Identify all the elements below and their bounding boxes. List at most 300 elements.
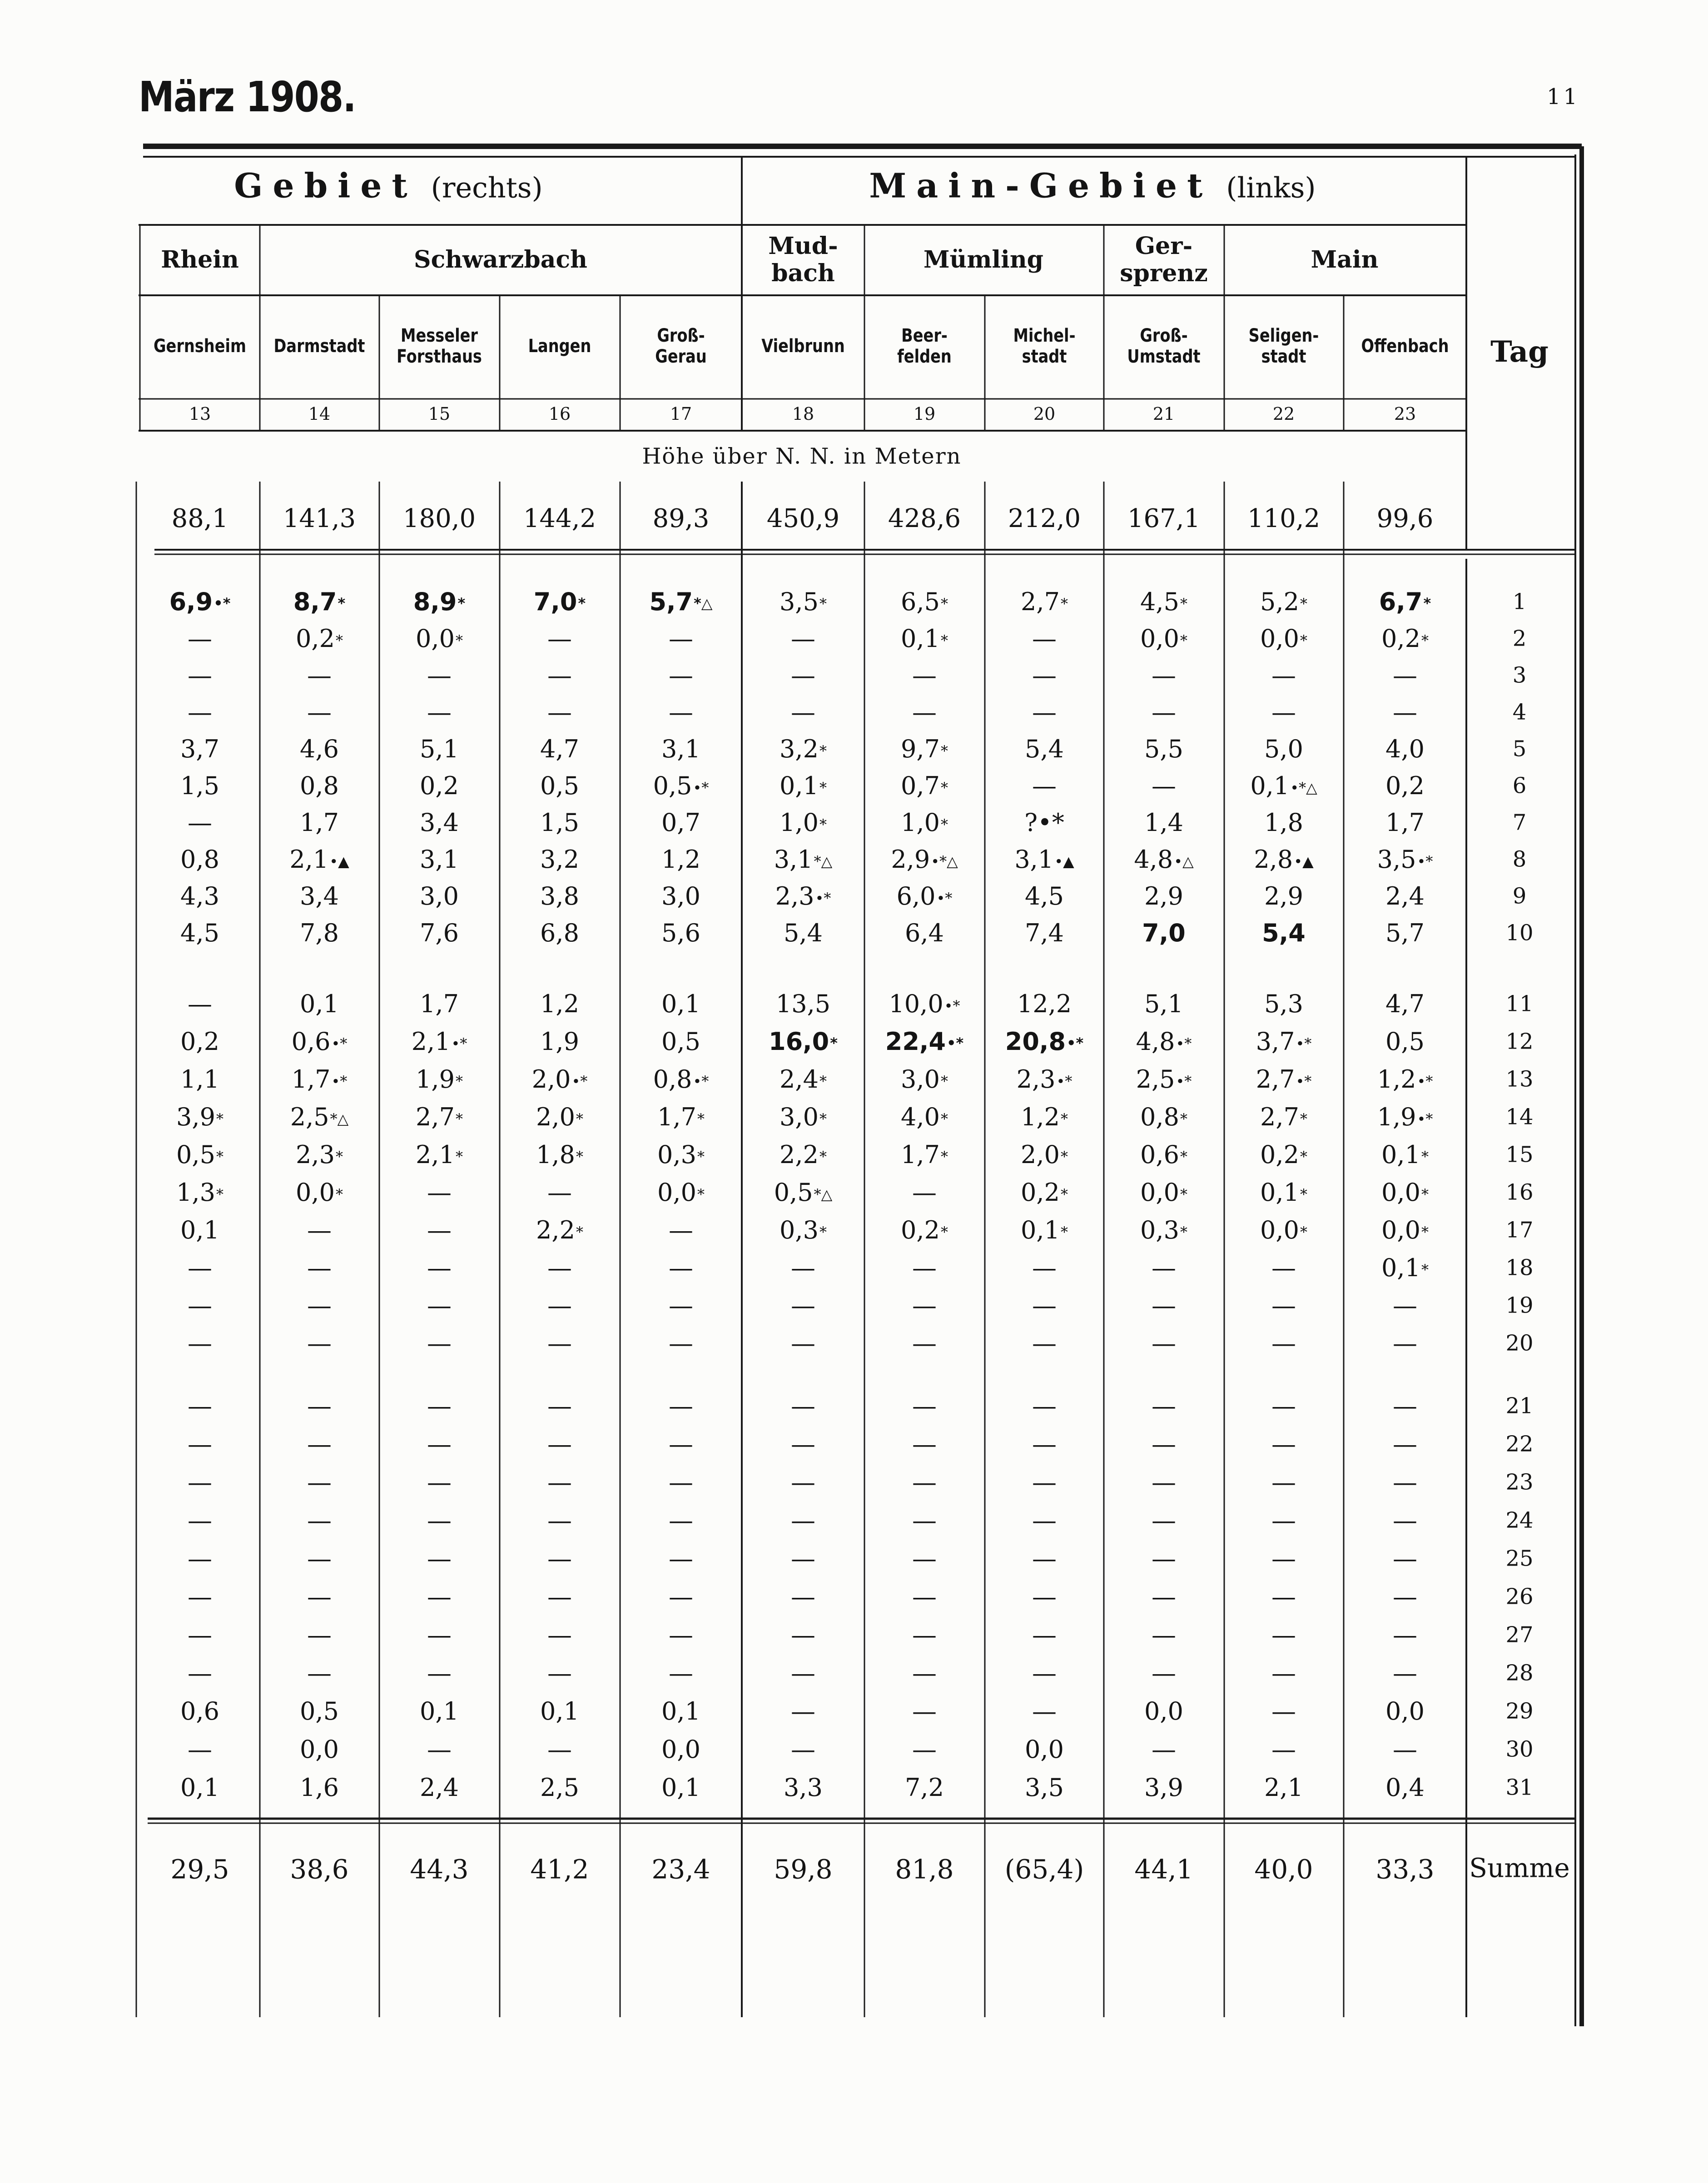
- column-sum-9: 40,0: [1254, 1854, 1313, 1885]
- table-cell: 4,7: [1385, 989, 1425, 1018]
- table-cell: —: [188, 808, 212, 837]
- table-cell: —: [427, 1253, 452, 1282]
- table-cell: —: [188, 1253, 212, 1282]
- table-cell: 5,1: [420, 734, 459, 763]
- table-cell: 4,5: [180, 918, 219, 947]
- table-cell: 2,7*: [416, 1102, 463, 1131]
- table-cell: 7,2: [905, 1773, 944, 1802]
- table-cell: 1,9•*: [1377, 1102, 1433, 1131]
- table-cell: —: [1393, 1291, 1417, 1320]
- table-cell: 1,1: [180, 1064, 219, 1094]
- table-cell: 0,1: [661, 1773, 700, 1802]
- table-cell: —: [307, 1506, 332, 1535]
- table-cell: 6,5*: [901, 587, 948, 616]
- column-sum-0: 29,5: [170, 1854, 229, 1885]
- table-cell: 0,8: [300, 771, 339, 800]
- table-cell: 2,5•*: [1136, 1064, 1192, 1094]
- day-number: 3: [1512, 662, 1527, 688]
- table-cell: —: [1393, 661, 1417, 690]
- table-cell: —: [791, 1735, 815, 1764]
- river-header-1: Schwarzbach: [414, 246, 587, 274]
- table-cell: 0,0: [1025, 1735, 1064, 1764]
- table-cell: 0,6: [180, 1696, 219, 1726]
- table-cell: 1,5: [180, 771, 219, 800]
- table-cell: 5,5: [1144, 734, 1183, 763]
- table-cell: —: [1032, 1582, 1057, 1611]
- table-cell: —: [188, 1328, 212, 1358]
- table-cell: —: [1152, 661, 1176, 690]
- table-cell: ?•*: [1024, 808, 1064, 837]
- table-cell: —: [427, 661, 452, 690]
- station-header-9: Seligen- stadt: [1248, 325, 1319, 367]
- table-cell: 5,4: [1025, 734, 1064, 763]
- table-cell: 3,5*: [780, 587, 827, 616]
- table-cell: 0,2: [180, 1027, 219, 1056]
- day-number: 22: [1505, 1431, 1534, 1457]
- table-cell: 0,0*: [1140, 624, 1187, 653]
- table-cell: —: [669, 1291, 693, 1320]
- table-cell: 12,2: [1017, 989, 1072, 1018]
- station-number-0: 13: [189, 404, 211, 424]
- table-cell: 5,2*: [1260, 587, 1307, 616]
- day-number: 20: [1505, 1330, 1534, 1356]
- table-cell: —: [427, 1544, 452, 1573]
- day-number: 2: [1512, 626, 1527, 651]
- table-cell: 1,2: [540, 989, 579, 1018]
- table-cell: 5,6: [661, 918, 700, 947]
- table-cell: 1,2: [661, 845, 700, 874]
- day-number: 8: [1512, 846, 1527, 872]
- table-cell: 0,6•*: [291, 1027, 348, 1056]
- table-cell: 0,8: [180, 845, 219, 874]
- station-header-10: Offenbach: [1361, 336, 1449, 357]
- table-cell: —: [547, 1620, 572, 1649]
- table-cell: —: [547, 1391, 572, 1420]
- table-cell: 1,8: [1264, 808, 1303, 837]
- table-cell: 3,2: [540, 845, 579, 874]
- table-cell: 0,5: [661, 1027, 700, 1056]
- table-cell: 3,1: [420, 845, 459, 874]
- day-number: 11: [1505, 991, 1534, 1017]
- table-cell: 1,2•*: [1377, 1064, 1433, 1094]
- table-cell: —: [669, 1429, 693, 1458]
- table-cell: 6,8: [540, 918, 579, 947]
- table-cell: 0,1*: [1381, 1253, 1429, 1282]
- table-cell: 4,3: [180, 881, 219, 910]
- river-header-4: Ger- sprenz: [1120, 232, 1208, 287]
- table-cell: 1,5: [540, 808, 579, 837]
- table-cell: —: [669, 624, 693, 653]
- table-cell: —: [188, 1544, 212, 1573]
- table-cell: —: [791, 1429, 815, 1458]
- table-cell: —: [427, 1178, 452, 1207]
- table-cell: 22,4•*: [885, 1027, 964, 1056]
- table-cell: —: [912, 1506, 937, 1535]
- table-cell: —: [307, 661, 332, 690]
- river-header-3: Mümling: [923, 246, 1044, 274]
- station-number-7: 20: [1033, 404, 1056, 424]
- table-cell: —: [1152, 1253, 1176, 1282]
- table-cell: —: [912, 1178, 937, 1207]
- station-header-6: Beer- felden: [897, 325, 952, 367]
- table-cell: 3,7: [180, 734, 219, 763]
- table-cell: 0,0: [1385, 1696, 1425, 1726]
- table-cell: 0,1: [661, 1696, 700, 1726]
- table-cell: —: [427, 1658, 452, 1687]
- table-cell: 1,6: [300, 1773, 339, 1802]
- table-cell: 0,2*: [901, 1215, 948, 1244]
- station-header-1: Darmstadt: [273, 336, 365, 357]
- table-cell: 2,1: [1264, 1773, 1303, 1802]
- table-cell: —: [912, 1735, 937, 1764]
- day-number: 10: [1505, 920, 1534, 946]
- table-cell: 4,5*: [1140, 587, 1187, 616]
- table-cell: 2,5*△: [290, 1102, 349, 1131]
- station-header-3: Langen: [528, 336, 591, 357]
- table-cell: —: [912, 1291, 937, 1320]
- table-cell: —: [1271, 1696, 1296, 1726]
- table-cell: —: [669, 1544, 693, 1573]
- table-cell: —: [1393, 1391, 1417, 1420]
- station-number-8: 21: [1152, 404, 1175, 424]
- table-cell: 5,0: [1264, 734, 1303, 763]
- table-cell: 7,6: [420, 918, 459, 947]
- table-cell: 5,3: [1264, 989, 1303, 1018]
- table-cell: —: [427, 1620, 452, 1649]
- station-number-5: 18: [792, 404, 814, 424]
- table-cell: 0,8•*: [653, 1064, 709, 1094]
- table-cell: —: [791, 661, 815, 690]
- table-cell: 0,5: [300, 1696, 339, 1726]
- table-cell: 0,0*: [1260, 624, 1307, 653]
- station-header-4: Groß- Gerau: [655, 325, 707, 367]
- table-cell: —: [188, 1620, 212, 1649]
- table-cell: 0,0*: [296, 1178, 343, 1207]
- table-cell: 3,5: [1025, 1773, 1064, 1802]
- station-height-9: 110,2: [1247, 503, 1321, 533]
- table-cell: 3,0*: [780, 1102, 827, 1131]
- table-cell: 2,3•*: [775, 881, 831, 910]
- table-cell: 8,7*: [293, 587, 346, 616]
- table-cell: 5,4: [1262, 918, 1306, 947]
- table-cell: —: [669, 1467, 693, 1497]
- table-cell: 0,5: [540, 771, 579, 800]
- table-cell: 0,3*: [780, 1215, 827, 1244]
- table-cell: 3,3: [784, 1773, 823, 1802]
- table-cell: 0,8*: [1140, 1102, 1187, 1131]
- table-cell: 3,4: [420, 808, 459, 837]
- table-cell: 5,7*△: [649, 587, 713, 616]
- table-cell: 0,1: [300, 989, 339, 1018]
- table-cell: 0,0*: [1260, 1215, 1307, 1244]
- table-cell: 0,5: [1385, 1027, 1425, 1056]
- table-cell: 0,6*: [1140, 1140, 1187, 1169]
- table-cell: —: [1271, 1429, 1296, 1458]
- day-number: 30: [1505, 1736, 1534, 1762]
- table-cell: —: [791, 1544, 815, 1573]
- table-cell: —: [1393, 1582, 1417, 1611]
- column-sum-2: 44,3: [410, 1854, 469, 1885]
- table-cell: —: [1032, 1544, 1057, 1573]
- table-cell: —: [188, 661, 212, 690]
- table-cell: 0,0: [300, 1735, 339, 1764]
- table-cell: 2,7•*: [1256, 1064, 1312, 1094]
- table-cell: —: [1152, 1544, 1176, 1573]
- table-cell: 1,7: [1385, 808, 1425, 837]
- table-cell: —: [912, 1467, 937, 1497]
- table-cell: 0,1*: [1260, 1178, 1307, 1207]
- day-number: 1: [1512, 589, 1527, 615]
- table-cell: —: [669, 1620, 693, 1649]
- table-cell: —: [791, 1696, 815, 1726]
- station-header-0: Gernsheim: [153, 336, 247, 357]
- table-cell: 0,0: [661, 1735, 700, 1764]
- table-cell: 0,5*: [176, 1140, 223, 1169]
- table-cell: 2,7*: [1260, 1102, 1307, 1131]
- table-cell: 2,0•*: [531, 1064, 588, 1094]
- table-cell: 3,2*: [780, 734, 827, 763]
- table-cell: —: [188, 1291, 212, 1320]
- table-cell: —: [1271, 1544, 1296, 1573]
- table-cell: 6,9•*: [169, 587, 231, 616]
- table-cell: —: [1393, 1620, 1417, 1649]
- table-cell: 7,4: [1025, 918, 1064, 947]
- station-header-2: Messeler Forsthaus: [397, 325, 482, 367]
- table-cell: —: [188, 1735, 212, 1764]
- table-cell: —: [1271, 1328, 1296, 1358]
- table-cell: —: [1393, 1506, 1417, 1535]
- table-cell: —: [669, 1328, 693, 1358]
- table-cell: 7,0: [1142, 918, 1186, 947]
- table-cell: 3,7•*: [1256, 1027, 1312, 1056]
- station-height-8: 167,1: [1127, 503, 1201, 533]
- table-cell: —: [669, 1582, 693, 1611]
- river-header-0: Rhein: [161, 246, 239, 274]
- table-cell: —: [427, 1429, 452, 1458]
- table-cell: —: [912, 697, 937, 726]
- day-number: 23: [1505, 1469, 1534, 1495]
- table-cell: —: [188, 1391, 212, 1420]
- table-cell: 1,0*: [901, 808, 948, 837]
- table-cell: —: [912, 1391, 937, 1420]
- table-cell: 0,1: [180, 1773, 219, 1802]
- table-cell: 3,1•▲: [1014, 845, 1074, 874]
- table-cell: 10,0•*: [889, 989, 960, 1018]
- column-sum-1: 38,6: [290, 1854, 349, 1885]
- table-cell: —: [912, 1253, 937, 1282]
- day-number: 29: [1505, 1698, 1534, 1724]
- table-cell: —: [669, 661, 693, 690]
- column-sum-10: 33,3: [1375, 1854, 1435, 1885]
- table-cell: —: [188, 1658, 212, 1687]
- table-cell: 0,2*: [296, 624, 343, 653]
- table-cell: —: [307, 1215, 332, 1244]
- table-cell: 1,0*: [780, 808, 827, 837]
- table-cell: —: [427, 1391, 452, 1420]
- table-cell: —: [547, 1253, 572, 1282]
- table-cell: —: [547, 1429, 572, 1458]
- table-cell: —: [1271, 697, 1296, 726]
- table-cell: 0,1•*△: [1250, 771, 1317, 800]
- table-cell: 3,1*△: [774, 845, 833, 874]
- day-number: 12: [1505, 1029, 1534, 1054]
- table-cell: 0,2*: [1260, 1140, 1307, 1169]
- table-cell: 0,0*: [657, 1178, 705, 1207]
- table-cell: —: [1152, 1582, 1176, 1611]
- table-cell: 2,5: [540, 1773, 579, 1802]
- table-cell: —: [791, 1391, 815, 1420]
- station-height-10: 99,6: [1376, 503, 1434, 533]
- table-cell: —: [669, 1658, 693, 1687]
- station-header-8: Groß- Umstadt: [1127, 325, 1201, 367]
- day-number: 24: [1505, 1507, 1534, 1533]
- table-cell: —: [791, 1620, 815, 1649]
- table-cell: 1,4: [1144, 808, 1183, 837]
- table-cell: —: [912, 1582, 937, 1611]
- table-cell: 0,0*: [416, 624, 463, 653]
- day-number: 31: [1505, 1775, 1534, 1800]
- table-cell: 4,0: [1385, 734, 1425, 763]
- table-cell: —: [791, 697, 815, 726]
- table-cell: 2,8•▲: [1254, 845, 1314, 874]
- table-cell: 0,1*: [901, 624, 948, 653]
- day-number: 7: [1512, 810, 1527, 835]
- table-cell: 0,1: [420, 1696, 459, 1726]
- table-cell: 5,7: [1385, 918, 1425, 947]
- table-cell: —: [1271, 1391, 1296, 1420]
- table-cell: 3,5•*: [1377, 845, 1433, 874]
- table-cell: —: [1152, 1328, 1176, 1358]
- table-cell: —: [547, 1658, 572, 1687]
- table-cell: —: [1152, 1391, 1176, 1420]
- station-number-9: 22: [1272, 404, 1295, 424]
- station-height-3: 144,2: [523, 503, 596, 533]
- table-cell: 9,7*: [901, 734, 948, 763]
- table-cell: 7,8: [300, 918, 339, 947]
- table-cell: 4,8•*: [1136, 1027, 1192, 1056]
- table-cell: 0,1: [540, 1696, 579, 1726]
- station-number-10: 23: [1394, 404, 1416, 424]
- table-cell: 4,5: [1025, 881, 1064, 910]
- column-sum-7: (65,4): [1004, 1854, 1084, 1885]
- day-number: 27: [1505, 1622, 1534, 1648]
- table-cell: 4,6: [300, 734, 339, 763]
- station-height-1: 141,3: [283, 503, 356, 533]
- table-cell: —: [1152, 1620, 1176, 1649]
- table-cell: —: [188, 1467, 212, 1497]
- table-cell: 2,3•*: [1016, 1064, 1072, 1094]
- table-cell: —: [427, 1467, 452, 1497]
- table-cell: 0,4: [1385, 1773, 1425, 1802]
- day-number: 14: [1505, 1104, 1534, 1130]
- day-number: 28: [1505, 1660, 1534, 1686]
- table-cell: 2,0*: [536, 1102, 583, 1131]
- station-height-6: 428,6: [888, 503, 961, 533]
- table-cell: —: [912, 1328, 937, 1358]
- table-cell: —: [1393, 1658, 1417, 1687]
- table-cell: 2,2*: [536, 1215, 583, 1244]
- table-cell: 3,9*: [176, 1102, 223, 1131]
- table-cell: —: [547, 1291, 572, 1320]
- table-cell: 1,7: [300, 808, 339, 837]
- table-cell: —: [1393, 697, 1417, 726]
- day-number: 26: [1505, 1584, 1534, 1610]
- table-cell: 0,5•*: [653, 771, 709, 800]
- table-cell: —: [307, 1391, 332, 1420]
- table-cell: —: [547, 1178, 572, 1207]
- table-cell: —: [1032, 1429, 1057, 1458]
- table-cell: 2,1•*: [411, 1027, 467, 1056]
- table-cell: —: [188, 1582, 212, 1611]
- table-cell: —: [1393, 1328, 1417, 1358]
- table-cell: —: [1271, 1735, 1296, 1764]
- table-cell: —: [1271, 1291, 1296, 1320]
- column-sum-5: 59,8: [774, 1854, 833, 1885]
- table-cell: —: [1271, 661, 1296, 690]
- table-cell: —: [791, 624, 815, 653]
- table-cell: 13,5: [775, 989, 831, 1018]
- table-cell: 3,0*: [901, 1064, 948, 1094]
- table-cell: 3,9: [1144, 1773, 1183, 1802]
- table-cell: 3,0: [661, 881, 700, 910]
- day-number: 6: [1512, 773, 1527, 799]
- table-cell: 1,9*: [416, 1064, 463, 1094]
- page-number: 11: [1547, 84, 1580, 109]
- table-cell: 0,7*: [901, 771, 948, 800]
- table-cell: —: [1271, 1620, 1296, 1649]
- table-cell: —: [547, 1506, 572, 1535]
- day-number: 17: [1505, 1217, 1534, 1243]
- table-cell: —: [547, 661, 572, 690]
- day-number: 21: [1505, 1393, 1534, 1419]
- table-cell: —: [307, 1291, 332, 1320]
- table-cell: —: [547, 697, 572, 726]
- station-header-7: Michel- stadt: [1013, 325, 1076, 367]
- table-cell: 0,2*: [1021, 1178, 1068, 1207]
- table-cell: 0,0*: [1381, 1178, 1429, 1207]
- table-cell: —: [1152, 771, 1176, 800]
- column-sum-4: 23,4: [651, 1854, 710, 1885]
- table-cell: —: [1271, 1253, 1296, 1282]
- station-height-4: 89,3: [652, 503, 710, 533]
- table-cell: —: [547, 1582, 572, 1611]
- river-header-2: Mud- bach: [768, 232, 838, 287]
- table-cell: —: [1032, 1658, 1057, 1687]
- table-cell: 3,4: [300, 881, 339, 910]
- table-cell: —: [1032, 771, 1057, 800]
- table-cell: —: [1393, 1467, 1417, 1497]
- table-cell: —: [427, 1582, 452, 1611]
- table-cell: 2,4*: [780, 1064, 827, 1094]
- station-header-5: Vielbrunn: [761, 336, 845, 357]
- station-number-4: 17: [670, 404, 692, 424]
- river-header-5: Main: [1311, 246, 1379, 274]
- table-cell: —: [547, 624, 572, 653]
- table-cell: 0,5*△: [774, 1178, 833, 1207]
- table-cell: —: [912, 661, 937, 690]
- table-cell: —: [1032, 1291, 1057, 1320]
- table-cell: —: [1032, 1253, 1057, 1282]
- column-sum-6: 81,8: [895, 1854, 954, 1885]
- table-cell: 6,4: [905, 918, 944, 947]
- table-cell: —: [1032, 1328, 1057, 1358]
- hoehe-label: Höhe über N. N. in Metern: [642, 443, 962, 469]
- table-cell: —: [1152, 1291, 1176, 1320]
- table-cell: —: [791, 1467, 815, 1497]
- table-cell: 0,1*: [1381, 1140, 1429, 1169]
- table-cell: 1,7*: [901, 1140, 948, 1169]
- table-cell: —: [427, 1328, 452, 1358]
